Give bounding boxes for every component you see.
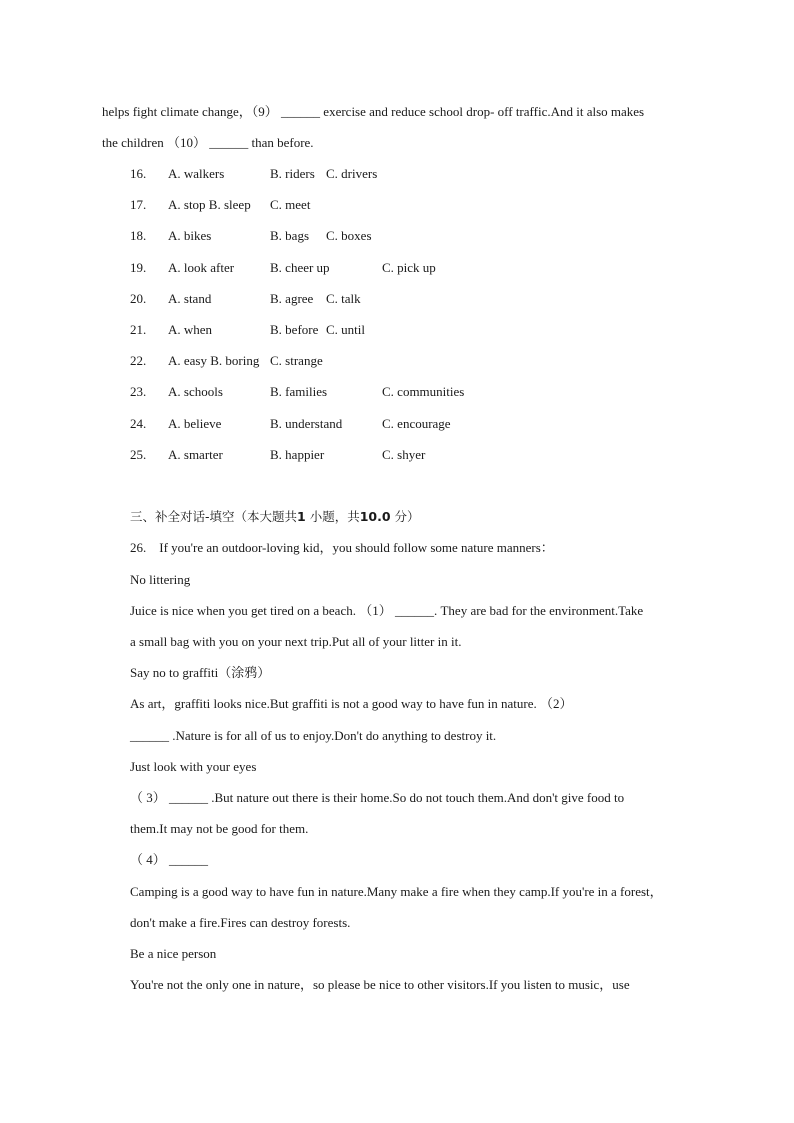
question-number: 26. — [130, 540, 147, 555]
passage-line: a small bag with you on your next trip.Put all of your litter in it. — [130, 634, 462, 649]
option-a: A. bikes — [168, 228, 212, 243]
passage-line: them.It may not be good for them. — [130, 821, 309, 836]
section-heading — [130, 509, 420, 525]
passage-line: No littering — [130, 572, 191, 587]
question-number: 16. — [130, 166, 147, 181]
passage-line: （ 4） ______ — [130, 852, 209, 867]
option-c: C. boxes — [326, 228, 372, 243]
question-count: 1 — [297, 509, 306, 524]
option-c: C. talk — [326, 291, 361, 306]
passage-line: Say no to graffiti（涂鸦） — [130, 665, 271, 680]
passage-line: Juice is nice when you get tired on a beach. （1） ______. They are bad for the environment.Take — [130, 603, 644, 618]
passage-line: （ 3） ______ .But nature out there is their home.So do not touch them.And don't give food to — [130, 790, 625, 805]
passage-line: Camping is a good way to have fun in nature.Many make a fire when they camp.If you're in a forest， — [130, 884, 663, 899]
intro-line-2: the children （10） ______ than before. — [102, 135, 314, 150]
passage-line: You're not the only one in nature，so please be nice to other visitors.If you listen to music，use — [130, 977, 630, 992]
option-c: C. meet — [270, 197, 311, 212]
passage-line: Just look with your eyes — [130, 759, 257, 774]
question-number: 21. — [130, 322, 147, 337]
option-a-b: A. stop B. sleep — [168, 197, 251, 212]
section-title-suffix: 分） — [394, 509, 420, 524]
passage-line: Be a nice person — [130, 946, 217, 961]
option-c: C. shyer — [382, 447, 426, 462]
option-a: A. when — [168, 322, 213, 337]
passage-line: As art，graffiti looks nice.But graffiti is not a good way to have fun in nature. （2） — [130, 696, 573, 711]
option-a: A. believe — [168, 416, 222, 431]
option-c: C. until — [326, 322, 366, 337]
option-b: B. understand — [270, 416, 343, 431]
question-intro-text: If you're an outdoor-loving kid，you should follow some nature manners： — [159, 540, 554, 555]
option-b: B. bags — [270, 228, 309, 243]
question-number: 22. — [130, 353, 147, 368]
option-a: A. look after — [168, 260, 235, 275]
passage-line: ______ .Nature is for all of us to enjoy.Don't do anything to destroy it. — [130, 728, 497, 743]
option-b: B. agree — [270, 291, 314, 306]
option-b: B. cheer up — [270, 260, 330, 275]
option-c: C. drivers — [326, 166, 378, 181]
option-b: B. before — [270, 322, 319, 337]
option-a: A. stand — [168, 291, 212, 306]
question-number: 23. — [130, 384, 147, 399]
question-number: 18. — [130, 228, 147, 243]
passage-line: don't make a fire.Fires can destroy forests. — [130, 915, 351, 930]
option-a: A. schools — [168, 384, 223, 399]
option-c: C. pick up — [382, 260, 436, 275]
question-number: 20. — [130, 291, 147, 306]
option-c: C. communities — [382, 384, 465, 399]
option-a: A. walkers — [168, 166, 225, 181]
option-a: A. smarter — [168, 447, 223, 462]
option-b: B. families — [270, 384, 328, 399]
option-a-b: A. easy B. boring — [168, 353, 260, 368]
option-b: B. happier — [270, 447, 325, 462]
question-number: 25. — [130, 447, 147, 462]
question-number: 24. — [130, 416, 147, 431]
option-c: C. strange — [270, 353, 323, 368]
option-b: B. riders — [270, 166, 315, 181]
question-26-intro — [130, 540, 554, 556]
question-number: 19. — [130, 260, 147, 275]
question-number: 17. — [130, 197, 147, 212]
section-title-prefix: 三、补全对话-填空（本大题共 — [130, 509, 298, 524]
section-title-middle: 小题，共 — [309, 509, 360, 524]
option-c: C. encourage — [382, 416, 451, 431]
intro-line-1: helps fight climate change，（9） ______ exercise and reduce school drop- off traffic.And it also makes — [102, 104, 645, 119]
section-score: 10.0 — [359, 509, 391, 524]
